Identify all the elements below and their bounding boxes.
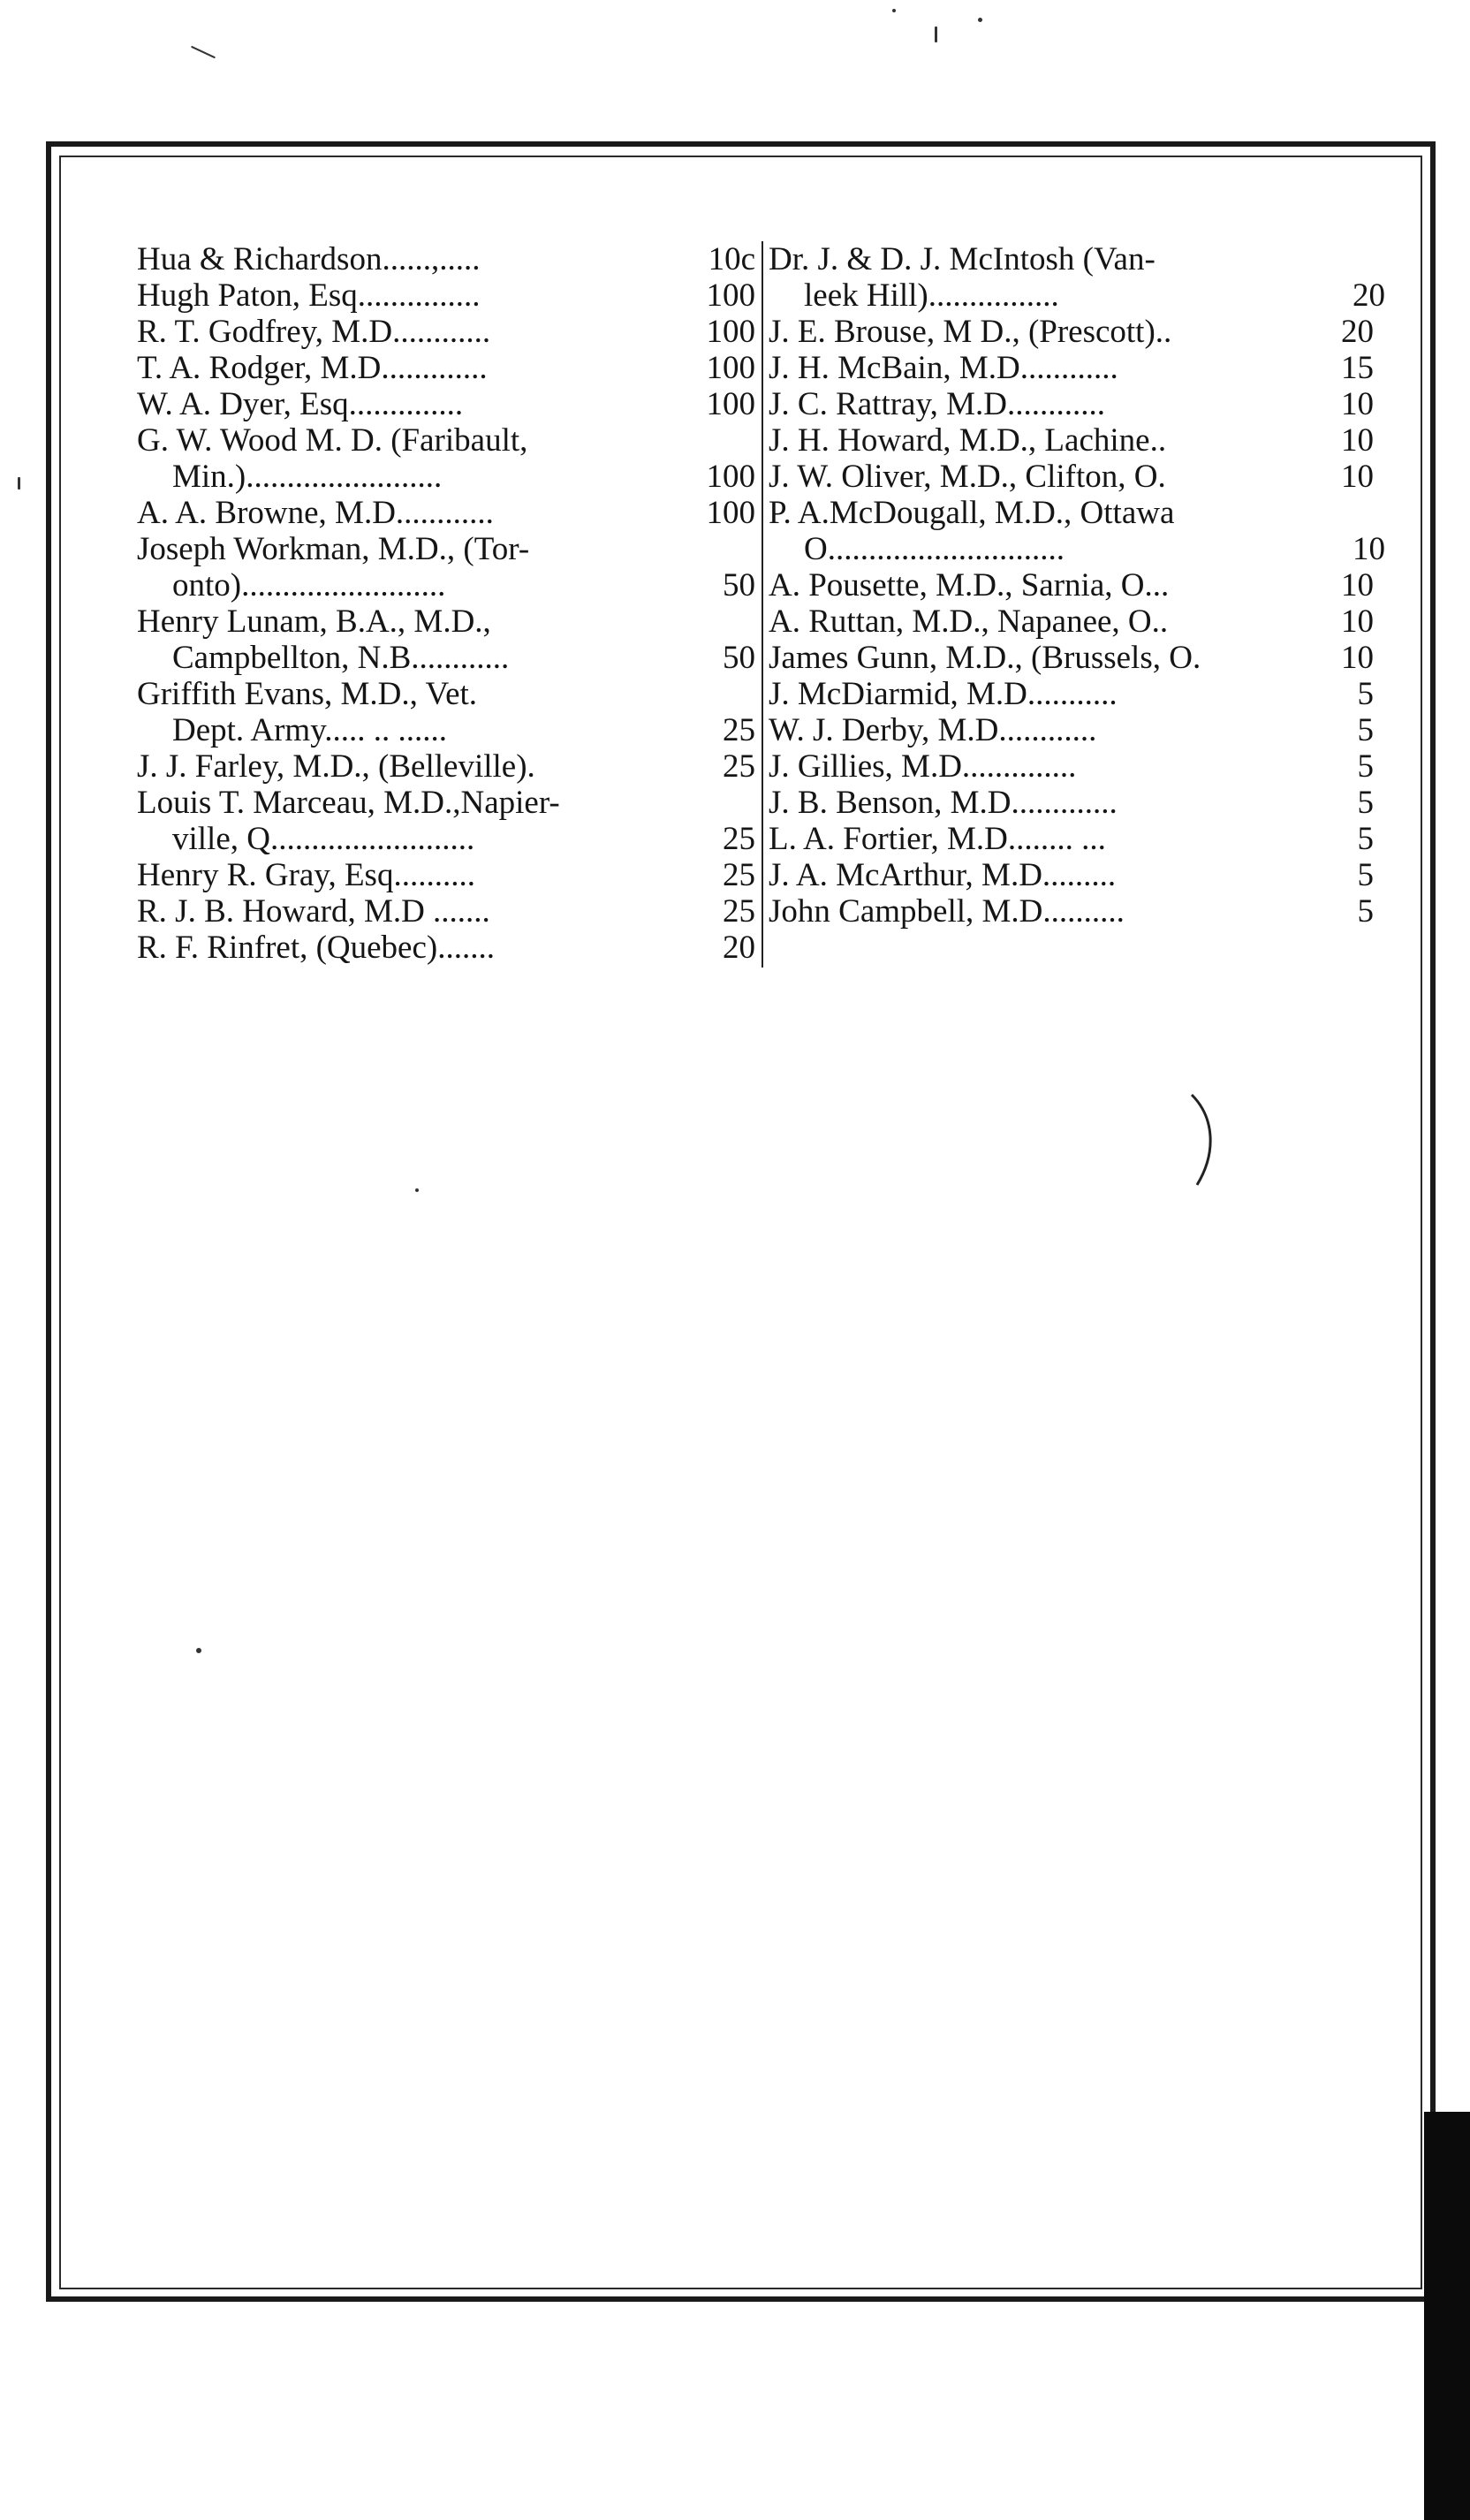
subscriber-row [758, 893, 1385, 930]
subscriber-name: Joseph Workman, M.D., (Tor- [137, 531, 530, 567]
subscription-amount: 20 [723, 930, 755, 966]
subscriber-row [758, 567, 1385, 603]
subscriber-row [758, 241, 1385, 277]
subscriber-name: O............................. [804, 531, 1065, 567]
subscriber-row [137, 712, 755, 748]
subscription-amount: 50 [723, 567, 755, 603]
subscription-amount: 10 [1353, 531, 1385, 567]
subscriber-name: J. A. McArthur, M.D......... [769, 857, 1117, 893]
subscriber-row [758, 422, 1385, 459]
subscriber-name: leek Hill)................ [804, 277, 1059, 314]
subscription-amount: 10 [1341, 640, 1374, 676]
subscriber-row [758, 386, 1385, 422]
subscriber-name: Dept. Army..... .. ...... [172, 712, 448, 748]
subscriber-name: P. A.McDougall, M.D., Ottawa [769, 495, 1175, 531]
subscriber-row [758, 350, 1385, 386]
subscription-amount: 20 [1341, 314, 1374, 350]
right-subscriber-column [758, 241, 1385, 930]
subscriber-name: J. Gillies, M.D.............. [769, 748, 1077, 785]
subscriber-name: L. A. Fortier, M.D........ ... [769, 821, 1106, 857]
subscriber-row [758, 748, 1385, 785]
subscription-amount: 10 [1341, 386, 1374, 422]
subscription-amount: 25 [723, 748, 755, 785]
subscriber-name: ville, Q......................... [172, 821, 475, 857]
subscriber-row [137, 748, 755, 785]
subscriber-name: J. H. McBain, M.D............ [769, 350, 1118, 386]
subscriber-name: Hugh Paton, Esq............... [137, 277, 481, 314]
subscription-amount: 5 [1357, 785, 1374, 821]
subscriber-name: W. A. Dyer, Esq.............. [137, 386, 464, 422]
subscription-amount: 25 [723, 712, 755, 748]
subscriber-row [137, 857, 755, 893]
subscriber-row [758, 712, 1385, 748]
ink-speck [18, 477, 20, 490]
subscriber-name: J. McDiarmid, M.D........... [769, 676, 1118, 712]
subscriber-row [758, 314, 1385, 350]
subscriber-row [137, 821, 755, 857]
subscriber-row [758, 785, 1385, 821]
subscriber-name: John Campbell, M.D.......... [769, 893, 1125, 930]
subscriber-name: Campbellton, N.B............ [172, 640, 510, 676]
subscriber-name: J. W. Oliver, M.D., Clifton, O. [769, 459, 1166, 495]
ink-speck [191, 46, 216, 58]
subscriber-name: Louis T. Marceau, M.D.,Napier- [137, 785, 560, 821]
subscriber-row [137, 241, 755, 277]
ink-speck [978, 18, 982, 22]
subscriber-row [137, 459, 755, 495]
subscription-amount: 5 [1357, 857, 1374, 893]
subscriber-name: R. J. B. Howard, M.D ....... [137, 893, 490, 930]
subscriber-name: J. B. Benson, M.D............. [769, 785, 1118, 821]
subscriber-name: G. W. Wood M. D. (Faribault, [137, 422, 528, 459]
subscription-amount: 5 [1357, 748, 1374, 785]
subscriber-row [137, 277, 755, 314]
subscriber-name: J. J. Farley, M.D., (Belleville). [137, 748, 535, 785]
subscriber-row [758, 277, 1385, 314]
subscription-amount: 10 [1341, 603, 1374, 640]
subscription-amount: 25 [723, 857, 755, 893]
subscription-amount: 5 [1357, 893, 1374, 930]
subscriber-name: A. Ruttan, M.D., Napanee, O.. [769, 603, 1169, 640]
subscription-amount: 100 [706, 386, 755, 422]
binding-shadow [1424, 2112, 1470, 2520]
subscriber-name: W. J. Derby, M.D............ [769, 712, 1097, 748]
subscriber-row [137, 893, 755, 930]
subscriber-name: Min.)........................ [172, 459, 443, 495]
subscriber-row [137, 640, 755, 676]
subscription-amount: 100 [706, 277, 755, 314]
subscriber-name: R. F. Rinfret, (Quebec)....... [137, 930, 495, 966]
subscriber-name: A. Pousette, M.D., Sarnia, O... [769, 567, 1170, 603]
subscription-amount: 15 [1341, 350, 1374, 386]
subscriber-name: onto)......................... [172, 567, 446, 603]
subscription-amount: 5 [1357, 712, 1374, 748]
subscriber-row [137, 567, 755, 603]
subscription-amount: 100 [706, 350, 755, 386]
subscriber-row [758, 531, 1385, 567]
subscriber-name: Griffith Evans, M.D., Vet. [137, 676, 478, 712]
subscriber-name: R. T. Godfrey, M.D............ [137, 314, 491, 350]
ink-speck [892, 9, 896, 12]
subscriber-row [758, 821, 1385, 857]
subscriber-name: Henry Lunam, B.A., M.D., [137, 603, 491, 640]
subscriber-row [758, 857, 1385, 893]
subscription-amount: 10 [1341, 567, 1374, 603]
subscription-amount: 10 [1341, 459, 1374, 495]
subscriber-name: James Gunn, M.D., (Brussels, O. [769, 640, 1201, 676]
subscriber-name: A. A. Browne, M.D............ [137, 495, 494, 531]
subscriber-row [137, 495, 755, 531]
subscriber-row [758, 603, 1385, 640]
subscriber-row [758, 640, 1385, 676]
subscriber-row [137, 422, 755, 459]
subscription-amount: 10c [708, 241, 755, 277]
subscription-amount: 10 [1341, 422, 1374, 459]
subscriber-row [137, 785, 755, 821]
subscriber-row [758, 459, 1385, 495]
subscriber-row [758, 495, 1385, 531]
subscription-amount: 50 [723, 640, 755, 676]
subscriber-row [137, 314, 755, 350]
subscriber-row [758, 676, 1385, 712]
ink-speck [935, 27, 937, 42]
ink-speck [415, 1188, 419, 1192]
subscriber-row [137, 930, 755, 966]
subscriber-row [137, 386, 755, 422]
subscriber-name: Dr. J. & D. J. McIntosh (Van- [769, 241, 1156, 277]
subscriber-row [137, 676, 755, 712]
subscription-amount: 25 [723, 821, 755, 857]
subscriber-name: J. C. Rattray, M.D............ [769, 386, 1105, 422]
subscription-amount: 5 [1357, 821, 1374, 857]
subscription-amount: 20 [1353, 277, 1385, 314]
subscriber-row [137, 350, 755, 386]
subscription-amount: 100 [706, 314, 755, 350]
subscriber-name: Hua & Richardson......,..... [137, 241, 481, 277]
subscriber-name: Henry R. Gray, Esq.......... [137, 857, 475, 893]
subscriber-name: J. H. Howard, M.D., Lachine.. [769, 422, 1167, 459]
ink-speck [196, 1648, 201, 1653]
subscriber-row [137, 603, 755, 640]
subscription-amount: 25 [723, 893, 755, 930]
subscriber-name: T. A. Rodger, M.D............. [137, 350, 488, 386]
subscription-amount: 5 [1357, 676, 1374, 712]
subscription-amount: 100 [706, 459, 755, 495]
subscriber-name: J. E. Brouse, M D., (Prescott).. [769, 314, 1172, 350]
subscription-amount: 100 [706, 495, 755, 531]
subscriber-row [137, 531, 755, 567]
left-subscriber-column [137, 241, 755, 966]
stray-mark [1188, 1091, 1224, 1188]
